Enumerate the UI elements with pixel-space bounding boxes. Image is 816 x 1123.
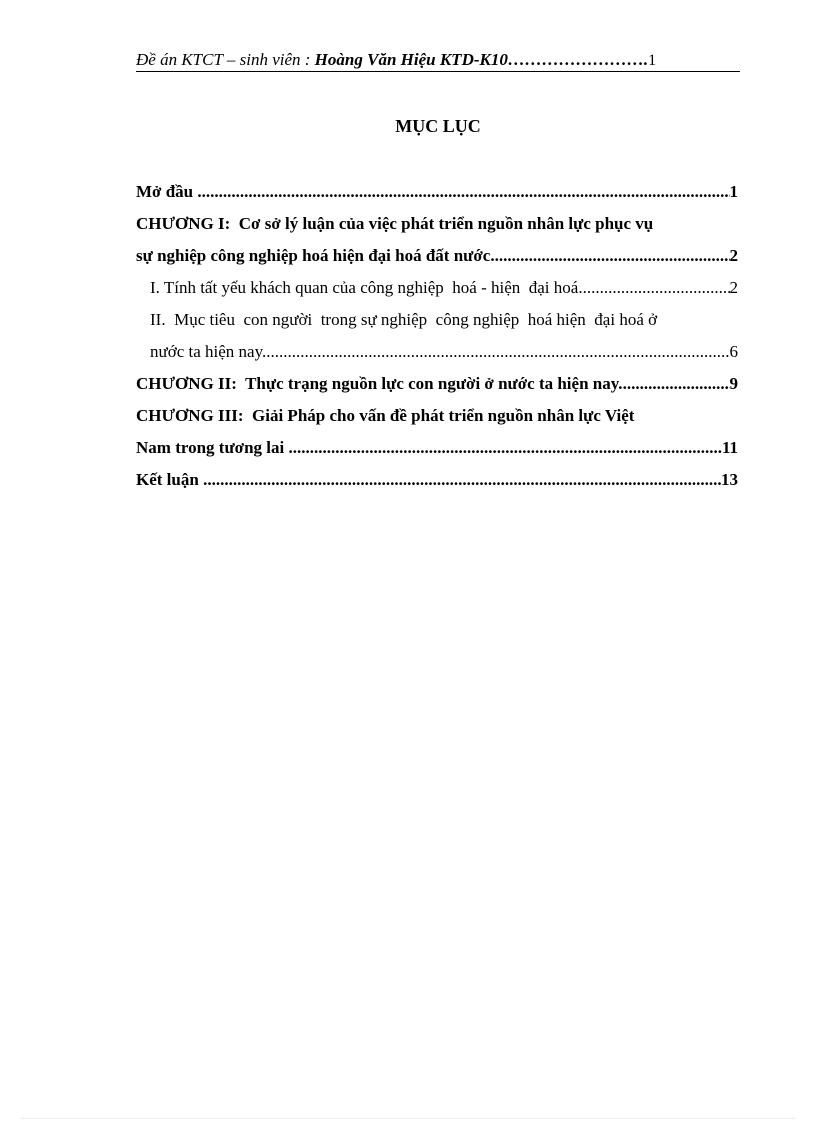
toc-entry-page: 2: [729, 278, 738, 297]
toc-entry-mo-dau: [136, 176, 738, 208]
toc-entry-chuong-1-cont: [136, 240, 738, 272]
toc-dot-leader: [578, 272, 729, 304]
toc-entry-chuong-3: [136, 400, 738, 432]
page-header: [136, 49, 740, 72]
toc-entry-text: CHƯƠNG III: Giải Pháp cho vấn đề phát triển nguồn nhân lực Việt: [136, 406, 635, 425]
toc-dot-leader: [623, 368, 730, 400]
header-page-number: 1: [648, 52, 657, 69]
toc-entry-page: 1: [729, 182, 738, 201]
toc-dot-leader: [266, 336, 729, 368]
toc-entry-page: 11: [721, 438, 738, 457]
toc-entry-chuong-1: [136, 208, 738, 240]
toc-entry-section-2: [136, 304, 738, 336]
toc-entry-text: II. Mục tiêu con người trong sự nghiệp công nghiệp hoá hiện đại hoá ở: [150, 310, 658, 329]
toc-entry-page: 9: [729, 374, 738, 393]
toc-entry-section-1: [136, 272, 738, 304]
toc-dot-leader: [203, 464, 721, 496]
toc-dot-leader: [197, 176, 729, 208]
toc-entry-text: sự nghiệp công nghiệp hoá hiện đại hoá đất nước: [136, 246, 491, 265]
toc-entry-text: CHƯƠNG I: Cơ sở lý luận của việc phát triển nguồn nhân lực phục vụ: [136, 214, 654, 233]
toc-title: MỤC LỤC: [395, 116, 481, 136]
toc-entry-text: CHƯƠNG II: Thực trạng nguồn lực con người ở nước ta hiện nay.: [136, 374, 623, 393]
toc-entry-text: Mở đầu: [136, 182, 198, 201]
toc-entry-text: I. Tính tất yếu khách quan của công nghiệp hoá - hiện đại hoá: [150, 278, 579, 297]
toc-entry-text: Nam trong tương lai: [136, 438, 289, 457]
header-dots: …………………….: [507, 50, 649, 69]
toc-entry-chuong-3-cont: [136, 432, 738, 464]
toc-entry-page: 13: [721, 470, 738, 489]
toc-dot-leader: [490, 240, 729, 272]
toc-entry-ket-luan: [136, 464, 738, 496]
page-bottom-divider: [20, 1118, 796, 1119]
toc-entry-text: Kết luận: [136, 470, 204, 489]
header-author: Hoàng Văn Hiệu KTD-K10: [314, 50, 508, 69]
toc-entry-chuong-2: [136, 368, 738, 400]
toc-entry-page: 2: [729, 246, 738, 265]
toc-entry-text: nước ta hiện nay.: [150, 342, 267, 361]
header-prefix: Đề án KTCT – sinh viên :: [136, 50, 315, 69]
toc-entry-section-2-cont: [136, 336, 738, 368]
table-of-contents: [136, 176, 738, 496]
toc-dot-leader: [288, 432, 721, 464]
toc-entry-page: 6: [729, 342, 738, 361]
